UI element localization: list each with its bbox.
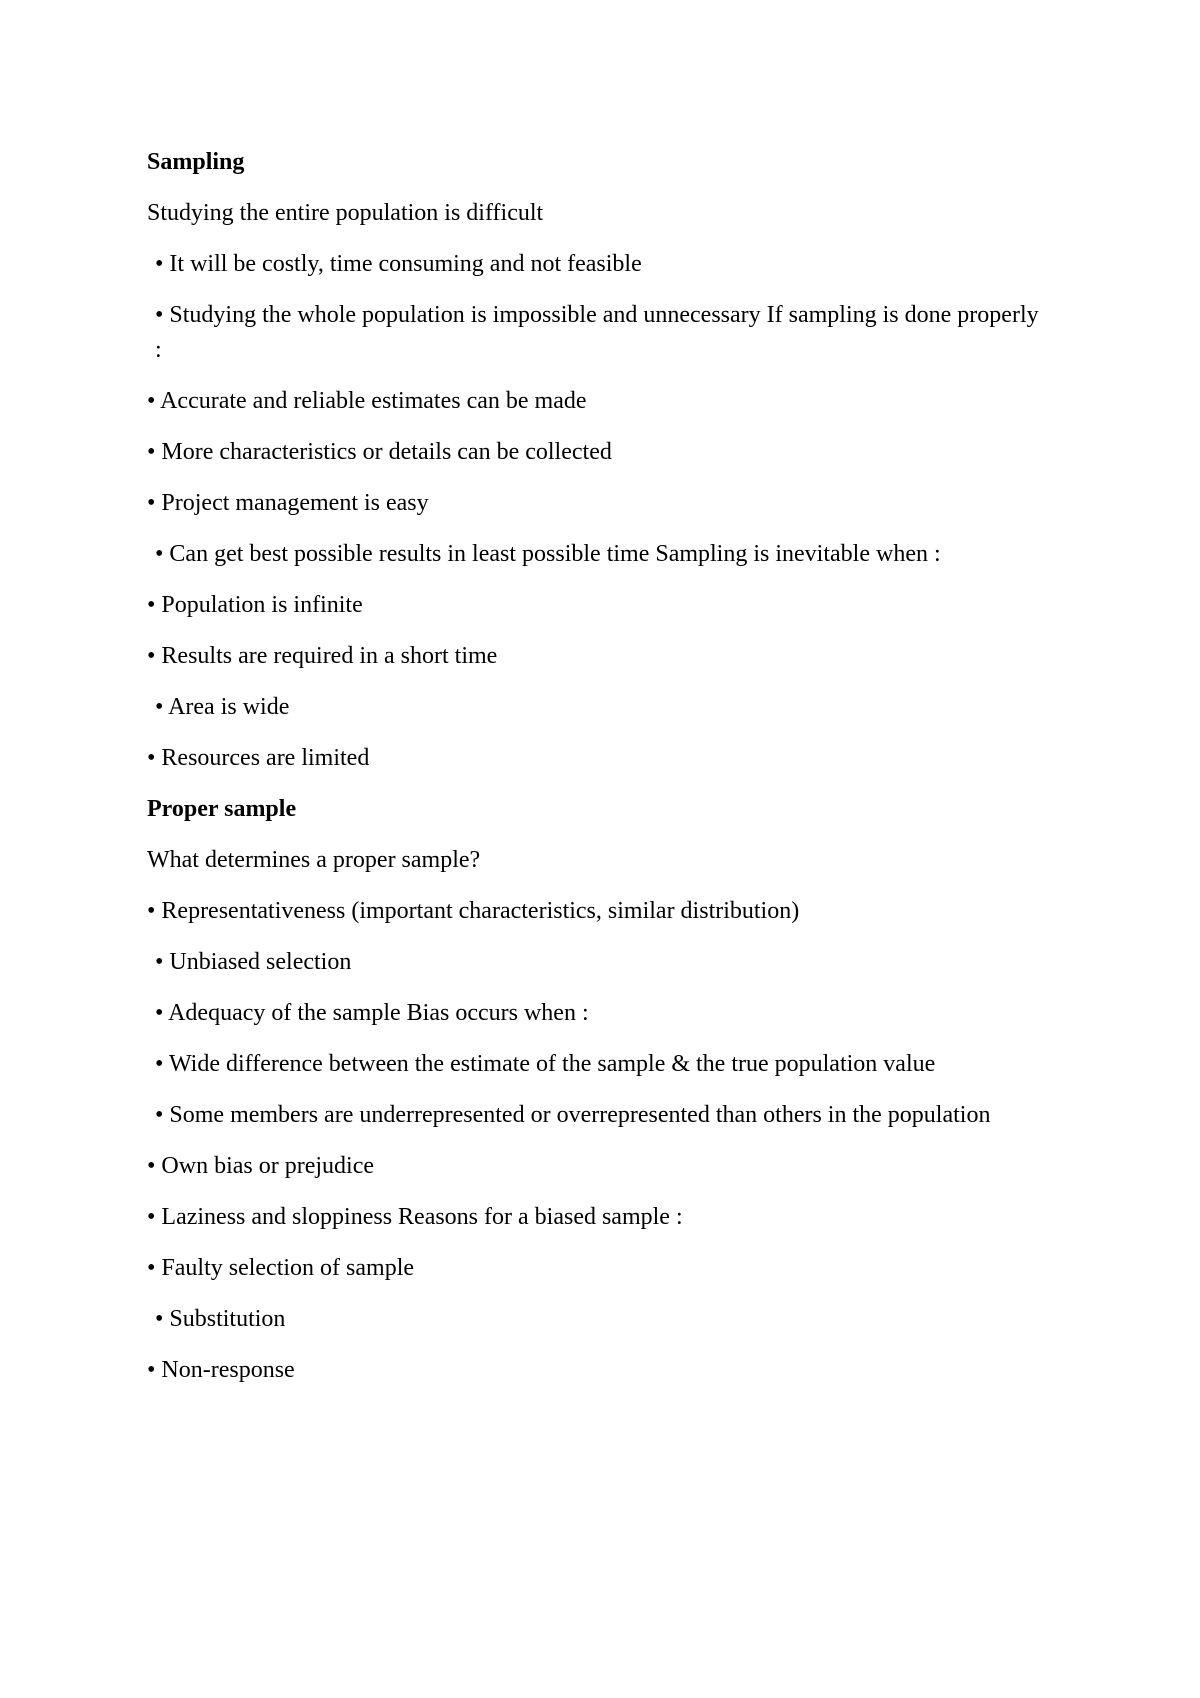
document-body — [147, 145, 1047, 1404]
bullet-item: • Own bias or prejudice — [147, 1153, 375, 1179]
bullet-item: • More characteristics or details can be collected — [147, 439, 612, 465]
bullet-item: • Results are required in a short time — [147, 643, 498, 669]
section-heading-sampling: Sampling — [147, 149, 245, 175]
bullet-item: • Area is wide — [155, 694, 290, 720]
bullet-item: • It will be costly, time consuming and not feasible — [155, 251, 642, 277]
bullet-item: • Population is infinite — [147, 592, 363, 618]
bullet-item: • Resources are limited — [147, 745, 370, 771]
section-heading-proper-sample: Proper sample — [147, 796, 297, 822]
bullet-item: • Accurate and reliable estimates can be made — [147, 388, 587, 414]
section-intro: What determines a proper sample? — [147, 847, 481, 873]
bullet-item: • Can get best possible results in least possible time Sampling is inevitable when : — [155, 541, 941, 567]
bullet-item: • Laziness and sloppiness Reasons for a biased sample : — [147, 1204, 683, 1230]
bullet-item: • Studying the whole population is impossible and unnecessary If sampling is done properly : — [155, 302, 1039, 363]
bullet-item: • Unbiased selection — [155, 949, 352, 975]
section-intro: Studying the entire population is difficult — [147, 200, 544, 226]
bullet-item: • Some members are underrepresented or overrepresented than others in the population — [155, 1102, 991, 1128]
bullet-item: • Faulty selection of sample — [147, 1255, 415, 1281]
bullet-item: • Wide difference between the estimate of the sample & the true population value — [155, 1051, 936, 1077]
bullet-item: • Substitution — [155, 1306, 286, 1332]
bullet-item: • Non-response — [147, 1357, 295, 1383]
bullet-item: • Representativeness (important characteristics, similar distribution) — [147, 898, 800, 924]
bullet-item: • Project management is easy — [147, 490, 429, 516]
bullet-item: • Adequacy of the sample Bias occurs when : — [155, 1000, 589, 1026]
